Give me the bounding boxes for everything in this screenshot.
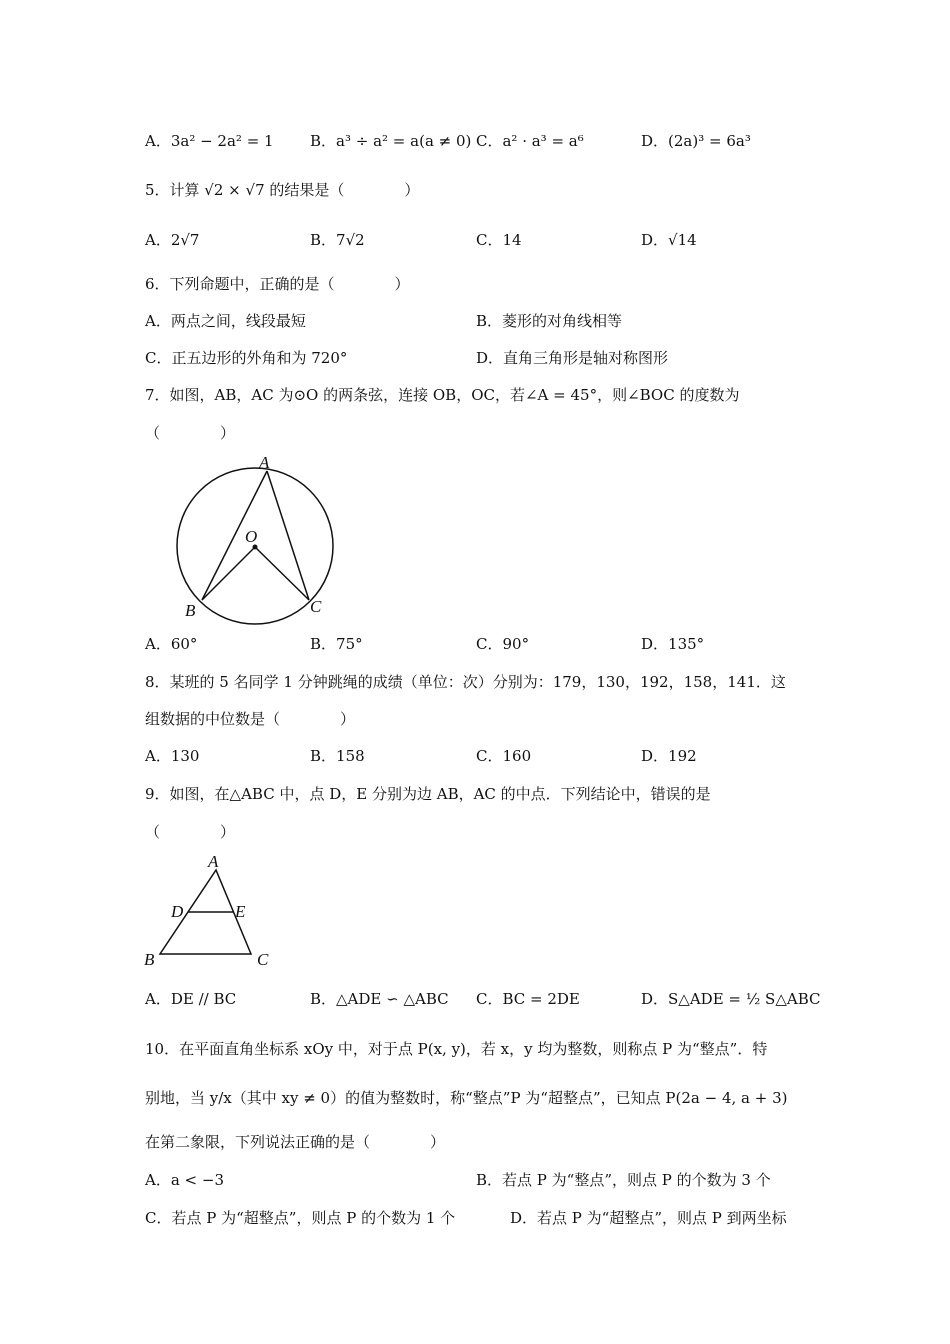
q7-option-b: B．75° — [310, 635, 363, 653]
q7-option-a: A．60° — [145, 635, 198, 653]
q6-stem: 6．下列命题中，正确的是（ ） — [145, 275, 410, 293]
q10-option-d: D．若点 P 为“超整点”，则点 P 到两坐标 — [510, 1209, 787, 1227]
q10-option-c: C．若点 P 为“超整点”，则点 P 的个数为 1 个 — [145, 1209, 456, 1227]
label-a: A — [259, 453, 270, 472]
label-c: C — [257, 950, 269, 969]
q8-option-d: D．192 — [641, 747, 697, 765]
q7-circle-figure — [170, 450, 350, 625]
q7-stem-line2: （ ） — [145, 424, 236, 442]
label-a: A — [208, 852, 219, 871]
q6-option-a: A．两点之间，线段最短 — [145, 312, 306, 330]
q5-option-c: C．14 — [476, 231, 522, 249]
q4-option-d: D．(2a)³ = 6a³ — [641, 132, 751, 150]
q10-stem-line1: 10．在平面直角坐标系 xOy 中，对于点 P(x, y)，若 x，y 均为整数，则称点 P 为“整点”．特 — [145, 1040, 768, 1058]
q7-stem-line1: 7．如图，AB，AC 为⊙O 的两条弦，连接 OB，OC，若∠A = 45°，则∠BOC 的度数为 — [145, 386, 740, 404]
q4-option-c: C．a² · a³ = a⁶ — [476, 132, 584, 150]
q9-option-b: B．△ADE ∽ △ABC — [310, 990, 449, 1008]
q4-option-b: B．a³ ÷ a² = a(a ≠ 0) — [310, 132, 472, 150]
q6-option-c: C．正五边形的外角和为 720° — [145, 349, 348, 367]
q9-stem-line2: （ ） — [145, 823, 236, 841]
q6-option-b: B．菱形的对角线相等 — [476, 312, 623, 330]
q8-option-a: A．130 — [145, 747, 200, 765]
q8-stem-line1: 8．某班的 5 名同学 1 分钟跳绳的成绩（单位：次）分别为：179，130，192，158，141．这 — [145, 673, 786, 691]
q8-option-b: B．158 — [310, 747, 365, 765]
label-b: B — [144, 950, 155, 969]
label-e: E — [235, 902, 246, 921]
q5-option-a: A．2√7 — [145, 231, 200, 249]
q9-triangle-figure — [140, 848, 280, 973]
chord-ac — [267, 471, 309, 600]
q10-stem-line2: 别地，当 y/x（其中 xy ≠ 0）的值为整数时，称“整点”P 为“超整点”，已知点 P(2a − 4, a + 3) — [145, 1089, 788, 1107]
q10-option-b: B．若点 P 为“整点”，则点 P 的个数为 3 个 — [476, 1171, 771, 1189]
q7-option-c: C．90° — [476, 635, 530, 653]
q9-stem-line1: 9．如图，在△ABC 中，点 D，E 分别为边 AB，AC 的中点．下列结论中，错误的是 — [145, 785, 711, 803]
q9-option-d: D．S△ADE = ½ S△ABC — [641, 990, 821, 1008]
q9-option-a: A．DE // BC — [145, 990, 237, 1008]
q9-option-c: C．BC = 2DE — [476, 990, 580, 1008]
label-b: B — [185, 601, 196, 620]
q10-stem-line3: 在第二象限，下列说法正确的是（ ） — [145, 1133, 446, 1151]
q5-option-d: D．√14 — [641, 231, 697, 249]
q10-option-a: A．a < −3 — [145, 1171, 224, 1189]
segment-ob — [202, 547, 255, 600]
label-o: O — [245, 527, 258, 546]
label-c: C — [310, 597, 322, 616]
q8-option-c: C．160 — [476, 747, 532, 765]
q8-stem-line2: 组数据的中位数是（ ） — [145, 710, 356, 728]
label-d: D — [171, 902, 184, 921]
q5-stem: 5．计算 √2 × √7 的结果是（ ） — [145, 181, 420, 199]
q4-option-a: A．3a² − 2a² = 1 — [145, 132, 274, 150]
q7-option-d: D．135° — [641, 635, 705, 653]
q5-option-b: B．7√2 — [310, 231, 365, 249]
q6-option-d: D．直角三角形是轴对称图形 — [476, 349, 669, 367]
